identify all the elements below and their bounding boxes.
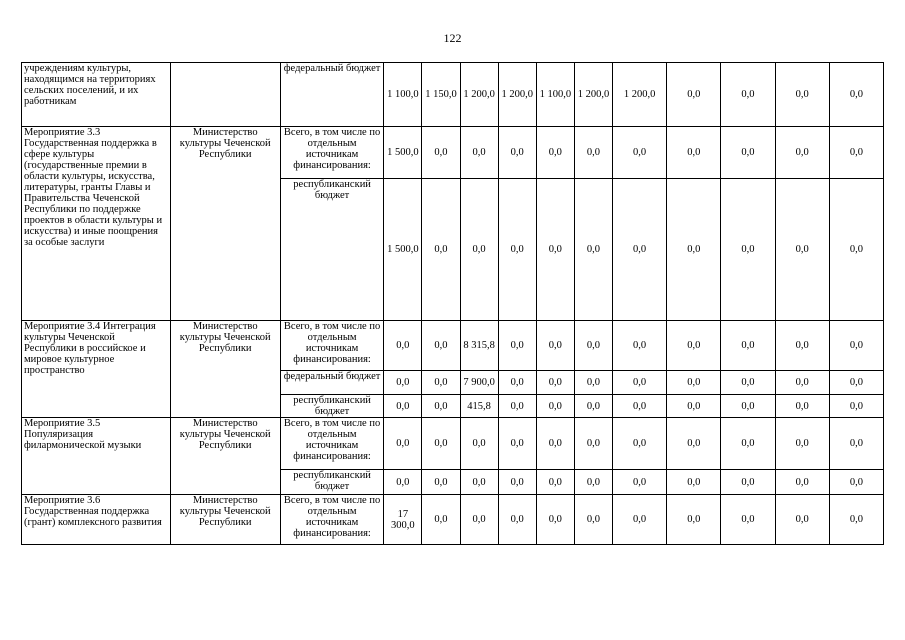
table-row [22,63,884,127]
budget-table [21,62,884,545]
amount-cell: 0,0 [384,321,422,371]
amount-cell: 0,0 [829,395,883,418]
table-body [22,63,884,545]
executor-cell: Министерство культуры Чеченской Республики [170,127,280,321]
amount-cell: 0,0 [384,395,422,418]
amount-cell: 0,0 [829,418,883,470]
amount-cell: 0,0 [460,179,498,321]
funding-source-cell: республиканский бюджет [280,470,383,495]
amount-cell: 1 100,0 [536,63,574,127]
amount-cell: 0,0 [460,127,498,179]
amount-cell: 0,0 [574,395,612,418]
amount-cell: 0,0 [613,418,667,470]
amount-cell: 0,0 [460,418,498,470]
amount-cell: 0,0 [721,495,775,545]
amount-cell: 0,0 [829,63,883,127]
amount-cell: 0,0 [536,371,574,395]
amount-cell: 1 200,0 [460,63,498,127]
executor-cell: Министерство культуры Чеченской Республики [170,495,280,545]
amount-cell: 0,0 [775,63,829,127]
amount-cell: 0,0 [829,371,883,395]
amount-cell: 0,0 [574,470,612,495]
amount-cell: 1 500,0 [384,179,422,321]
amount-cell: 0,0 [422,470,460,495]
amount-cell: 0,0 [460,470,498,495]
amount-cell: 0,0 [721,63,775,127]
amount-cell: 0,0 [721,371,775,395]
page-number: 122 [443,31,462,45]
amount-cell: 0,0 [613,321,667,371]
amount-cell: 0,0 [667,470,721,495]
executor-cell [170,63,280,127]
amount-cell: 0,0 [498,395,536,418]
amount-cell: 1 200,0 [613,63,667,127]
funding-source-cell: Всего, в том числе по отдельным источникам финансирования: [280,495,383,545]
activity-cell: Мероприятие 3.5 Популяризация филармонической музыки [22,418,171,495]
amount-cell: 0,0 [775,179,829,321]
amount-cell: 0,0 [536,418,574,470]
amount-cell: 0,0 [498,179,536,321]
table-row [22,321,884,371]
amount-cell: 0,0 [667,371,721,395]
funding-source-cell: федеральный бюджет [280,63,383,127]
amount-cell: 0,0 [536,470,574,495]
amount-cell: 0,0 [536,321,574,371]
amount-cell: 0,0 [613,495,667,545]
amount-cell: 1 150,0 [422,63,460,127]
amount-cell: 0,0 [775,321,829,371]
amount-cell: 0,0 [829,495,883,545]
executor-cell: Министерство культуры Чеченской Республики [170,418,280,495]
amount-cell: 0,0 [721,127,775,179]
amount-cell: 0,0 [498,418,536,470]
amount-cell: 0,0 [613,395,667,418]
funding-source-cell: Всего, в том числе по отдельным источникам финансирования: [280,418,383,470]
amount-cell: 0,0 [498,495,536,545]
activity-cell: учреждениям культуры, находящимся на территориях сельских поселений, и их работникам [22,63,171,127]
amount-cell: 0,0 [667,321,721,371]
amount-cell: 0,0 [667,127,721,179]
amount-cell: 0,0 [775,127,829,179]
amount-cell: 0,0 [829,470,883,495]
amount-cell: 0,0 [667,395,721,418]
amount-cell: 0,0 [536,495,574,545]
amount-cell: 0,0 [775,495,829,545]
activity-cell: Мероприятие 3.4 Интеграция культуры Чеченской Республики в российское и мировое культурное пространство [22,321,171,418]
funding-source-cell: республиканский бюджет [280,179,383,321]
amount-cell: 0,0 [574,321,612,371]
amount-cell: 0,0 [422,179,460,321]
amount-cell: 0,0 [536,127,574,179]
amount-cell: 0,0 [498,371,536,395]
table-row [22,127,884,179]
funding-source-cell: федеральный бюджет [280,371,383,395]
amount-cell: 0,0 [613,179,667,321]
amount-cell: 0,0 [422,418,460,470]
amount-cell: 0,0 [667,63,721,127]
amount-cell: 0,0 [613,470,667,495]
amount-cell: 0,0 [574,371,612,395]
funding-source-cell: Всего, в том числе по отдельным источникам финансирования: [280,127,383,179]
amount-cell: 0,0 [829,321,883,371]
amount-cell: 0,0 [384,371,422,395]
amount-cell: 17 300,0 [384,495,422,545]
amount-cell: 0,0 [422,371,460,395]
amount-cell: 0,0 [574,127,612,179]
amount-cell: 0,0 [721,395,775,418]
amount-cell: 0,0 [613,371,667,395]
table-row [22,418,884,470]
amount-cell: 0,0 [775,418,829,470]
amount-cell: 0,0 [536,395,574,418]
amount-cell: 0,0 [574,495,612,545]
activity-cell: Мероприятие 3.3 Государственная поддержка в сфере культуры (государственные премии в области культуры, искусства, литературы, гранты Главы и Правительства Чеченской Республики по поддержке проектов в области культуры и искусства) и иные поощрения за особые заслуги [22,127,171,321]
amount-cell: 1 200,0 [574,63,612,127]
amount-cell: 0,0 [667,418,721,470]
amount-cell: 0,0 [422,395,460,418]
amount-cell: 0,0 [384,470,422,495]
amount-cell: 0,0 [498,321,536,371]
activity-cell: Мероприятие 3.6 Государственная поддержка (грант) комплексного развития [22,495,171,545]
amount-cell: 0,0 [422,495,460,545]
amount-cell: 0,0 [721,418,775,470]
table-row [22,495,884,545]
funding-source-cell: Всего, в том числе по отдельным источникам финансирования: [280,321,383,371]
amount-cell: 1 100,0 [384,63,422,127]
amount-cell: 0,0 [775,395,829,418]
amount-cell: 8 315,8 [460,321,498,371]
amount-cell: 0,0 [775,371,829,395]
amount-cell: 0,0 [498,127,536,179]
funding-source-cell: республиканский бюджет [280,395,383,418]
amount-cell: 1 200,0 [498,63,536,127]
amount-cell: 0,0 [384,418,422,470]
amount-cell: 0,0 [574,179,612,321]
amount-cell: 0,0 [667,495,721,545]
amount-cell: 0,0 [667,179,721,321]
amount-cell: 0,0 [721,470,775,495]
amount-cell: 0,0 [460,495,498,545]
executor-cell: Министерство культуры Чеченской Республики [170,321,280,418]
amount-cell: 0,0 [613,127,667,179]
amount-cell: 415,8 [460,395,498,418]
amount-cell: 0,0 [721,179,775,321]
amount-cell: 1 500,0 [384,127,422,179]
amount-cell: 0,0 [574,418,612,470]
amount-cell: 0,0 [829,179,883,321]
amount-cell: 0,0 [498,470,536,495]
amount-cell: 0,0 [829,127,883,179]
amount-cell: 0,0 [536,179,574,321]
amount-cell: 0,0 [721,321,775,371]
amount-cell: 0,0 [422,127,460,179]
amount-cell: 0,0 [775,470,829,495]
amount-cell: 0,0 [422,321,460,371]
amount-cell: 7 900,0 [460,371,498,395]
